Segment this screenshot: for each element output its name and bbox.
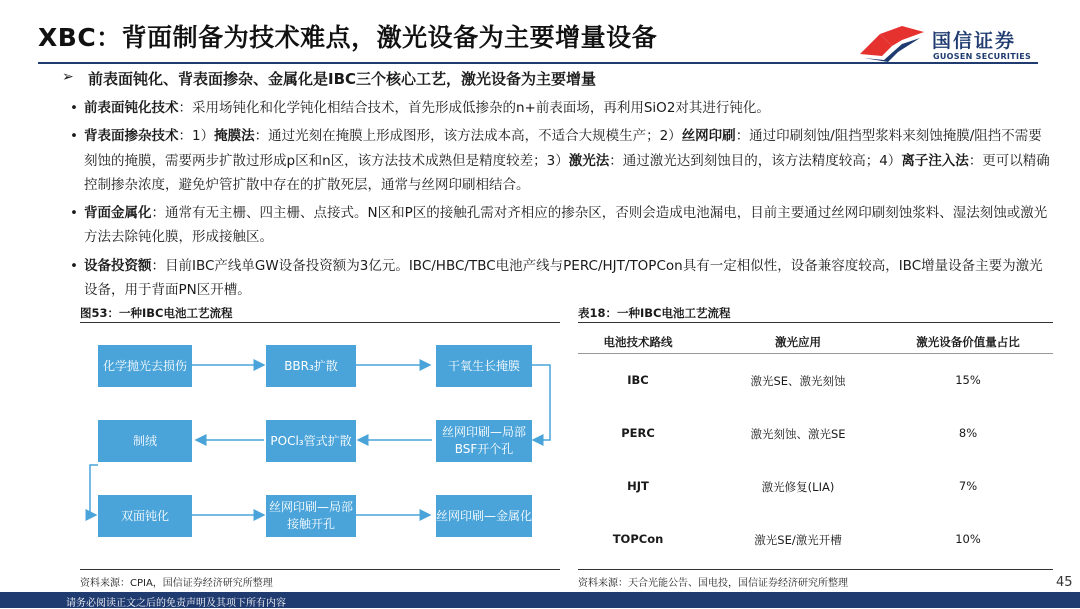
- table-header-rule: [578, 353, 1053, 354]
- table-cell-application: 激光SE/激光开槽: [754, 533, 842, 547]
- flow-step-1: 化学抛光去损伤: [98, 345, 192, 387]
- flow-step-5: POCl₃管式扩散: [266, 420, 356, 462]
- bullet-text: ：采用场钝化和化学钝化相结合技术，首先形成低掺杂的n+前表面场，再利用SiO2对其进行钝化。: [178, 100, 770, 116]
- section-subheading: 前表面钝化、背表面掺杂、金属化是IBC三个核心工艺，激光设备为主要增量: [88, 70, 597, 88]
- figure-source: 资料来源：CPIA，国信证券经济研究所整理: [80, 578, 273, 589]
- bullet-front-passivation: [70, 96, 1055, 120]
- flow-step-2: BBR₃扩散: [266, 345, 356, 387]
- logo-subtitle: GUOSEN SECURITIES: [933, 52, 1032, 61]
- table-bottom-rule: [578, 569, 1053, 570]
- bullet-list: [70, 96, 1055, 306]
- bullet-equipment-investment: [70, 254, 1055, 303]
- bullet-text: ：1）: [178, 128, 215, 145]
- table-cell-share: 7%: [958, 479, 978, 493]
- table-header-laser-application: 激光应用: [775, 335, 821, 349]
- table-header-value-share: 激光设备价值量占比: [916, 335, 1020, 349]
- bullet-lead: 前表面钝化技术: [84, 100, 179, 116]
- bullet-back-metallization: [70, 201, 1055, 250]
- table-cell-route: IBC: [627, 373, 649, 387]
- flow-step-4: 丝网印刷—局部BSF开个孔: [436, 420, 532, 462]
- table-cell-share: 8%: [958, 426, 978, 440]
- bullet-lead: 设备投资额: [84, 257, 152, 274]
- logo-name: 国信证券: [932, 30, 1017, 52]
- bullet-text: ：通常有无主栅、四主栅、点接式。N区和P区的接触孔需对齐相应的掺杂区，否则会造成电池漏电，目前主要通过丝网印刷刻蚀浆料、湿法刻蚀或激光方法去除钝化膜，形成接触区。: [84, 205, 1048, 246]
- figure-caption: 图53：一种IBC电池工艺流程: [80, 306, 233, 320]
- flow-step-6: 制绒: [98, 420, 192, 462]
- table-header-route: 电池技术路线: [603, 335, 673, 349]
- bullet-emphasis: 激光法: [568, 152, 610, 169]
- table-cell-share: 10%: [955, 532, 981, 546]
- table-cell-application: 激光刻蚀、激光SE: [750, 427, 846, 441]
- flow-step-3: 干氧生长掩膜: [436, 345, 532, 387]
- page-number: 45: [1056, 575, 1073, 590]
- table-cell-route: PERC: [621, 426, 655, 440]
- table-caption: 表18：一种IBC电池工艺流程: [578, 306, 731, 320]
- table-cell-route: HJT: [627, 479, 649, 493]
- bullet-text: ：通过印刷刻蚀/阻挡型浆料来刻蚀掩膜/阻挡不需要刻蚀的掩膜，需要两步扩散过形成p区和n区，该方法技术成熟但是精度较差；3）: [84, 128, 1042, 169]
- bullet-emphasis: 离子注入法: [901, 152, 969, 169]
- bullet-emphasis: 掩膜法: [214, 128, 255, 145]
- flow-step-8: 丝网印刷—局部接触开孔: [266, 495, 356, 537]
- flow-step-7: 双面钝化: [98, 495, 192, 537]
- figure-caption-rule: [80, 322, 560, 323]
- table-source: 资料来源：天合光能公告、国电投，国信证券经济研究所整理: [578, 578, 848, 589]
- guosen-logo-icon: [858, 24, 928, 64]
- table-cell-application: 激光SE、激光刻蚀: [750, 374, 846, 388]
- table-cell-route: TOPCon: [612, 532, 664, 546]
- process-flowchart: [80, 325, 560, 565]
- bullet-text: ：通过激光达到刻蚀目的，该方法精度较高；4）: [609, 152, 902, 169]
- footer-disclaimer: 请务必阅读正文之后的免责声明及其项下所有内容: [66, 598, 286, 609]
- bullet-text: ：更可以精确控制掺杂浓度，避免炉管扩散中存在的扩散死层，通常与丝网印刷相结合。: [84, 152, 1050, 193]
- bullet-emphasis: 丝网印刷: [681, 128, 736, 145]
- bullet-back-doping: [70, 124, 1055, 197]
- table-caption-rule: [578, 322, 1053, 323]
- bullet-text: ：目前IBC产线单GW设备投资额为3亿元。IBC/HBC/TBC电池产线与PERC/HJT/TOPCon具有一定相似性，设备兼容度较高，IBC增量设备主要为激光设备，用于背面PN区开槽。: [84, 257, 1043, 299]
- flow-step-9: 丝网印刷—金属化: [436, 495, 532, 537]
- bullet-lead: 背表面掺杂技术: [84, 128, 179, 145]
- table-cell-share: 15%: [955, 373, 981, 387]
- page-title: XBC：背面制备为技术难点，激光设备为主要增量设备: [38, 23, 658, 52]
- figure-bottom-rule: [80, 569, 560, 570]
- bullet-lead: 背面金属化: [84, 205, 152, 222]
- table-cell-application: 激光修复(LIA): [761, 480, 835, 494]
- arrow-bullet-icon: ➢: [62, 69, 74, 85]
- bullet-text: ：通过光刻在掩膜上形成图形，该方法成本高，不适合大规模生产；2）: [254, 128, 682, 145]
